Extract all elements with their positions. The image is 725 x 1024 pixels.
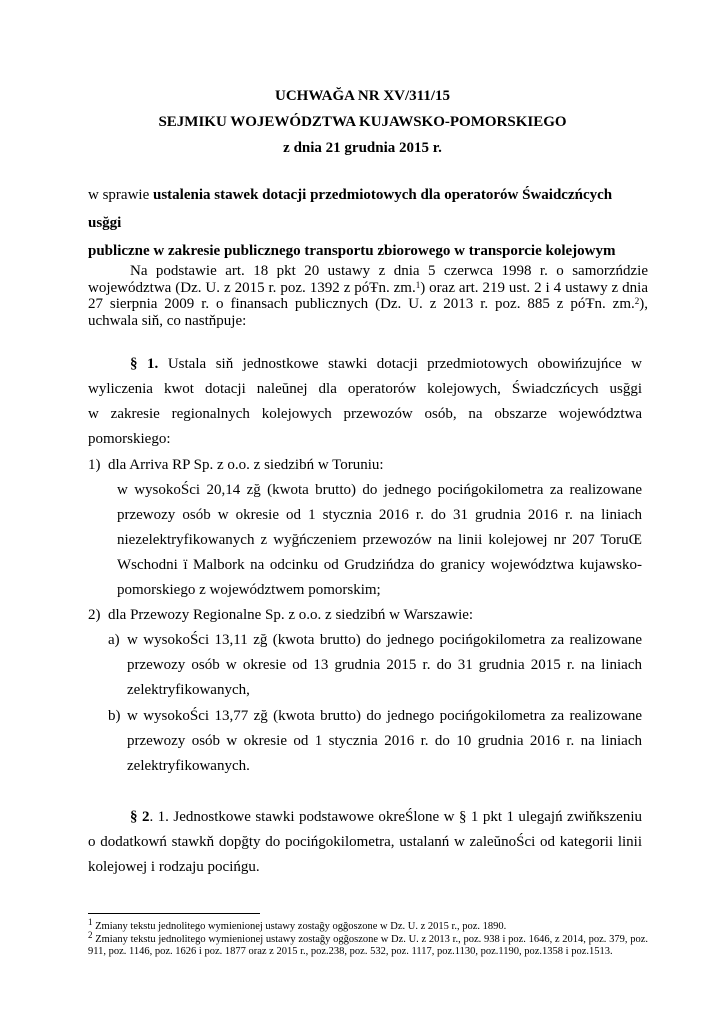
item-1-number: 1) — [88, 457, 101, 473]
item-2-heading: dla Przewozy Regionalne Sp. z o.o. z siedzibń w Warszawie: — [108, 607, 474, 623]
item-1-line: przewozy osób w okresie od 1 stycznia 2016 r. do 31 grudnia 2016 r. na liniach — [117, 507, 642, 523]
item-2b-line: przewozy osób w okresie od 1 stycznia 2016 r. do 10 grudnia 2016 r. na liniach — [127, 733, 642, 749]
section-1-line-4: pomorskiego: — [88, 431, 171, 447]
subject-block — [88, 181, 648, 265]
issuing-body: SEJMIKU WOJEWÓDZTWA KUJAWSKO-POMORSKIEGO — [158, 114, 567, 130]
item-2a-line: przewozy osób w okresie od 13 grudnia 2015 r. do 31 grudnia 2015 r. na liniach — [127, 657, 642, 673]
legal-basis-text-2: ) oraz art. 219 ust. 2 i 4 ustawy z dnia 27 sierpnia 2009 r. o finansach publicznych (Dz. U. z 2013 r. poz. 885 z póŦn. zm. — [88, 279, 648, 312]
item-2-number: 2) — [88, 607, 101, 623]
footnote-2: $^2$ Zmiany tekstu jednolitego wymienionej ustawy zostağy ogğoszone w Dz. U. z 2013 r., poz. 938 i poz. 1646, z 2014, poz. 379, poz. 911, poz. 1146, poz. 1626 i poz. 1877 oraz z 2015 r., poz.238, poz. 532, poz. 1117, poz.1130, poz.1190, poz.1358 i poz.1513. — [88, 930, 648, 957]
item-2a-line: w wysokoŚci 13,11 zğ (kwota brutto) do jednego pocińgokilometra za realizowane — [127, 632, 642, 648]
subject-line-1: ustalenia stawek dotacji przedmiotowych dla operatorów Śwaidczńcych usğgi — [88, 187, 613, 231]
section-1-line-3: w zakresie regionalnych kolejowych przewozów osób, na obszarze województwa — [88, 406, 642, 422]
section-1-marker: § 1. — [130, 356, 159, 372]
legal-basis-text-1: Na podstawie art. 18 pkt 20 ustawy z dnia 5 czerwca 1998 r. o samorzńdzie województwa (Dz. U. z 2015 r. poz. 1392 z póŦn. zm. — [88, 263, 648, 296]
item-1-line: w wysokoŚci 20,14 zğ (kwota brutto) do jednego pocińgokilometra za realizowane — [117, 482, 642, 498]
subject-prefix: w sprawie — [88, 187, 150, 203]
section-1-line-2: wyliczenia kwot dotacji naleŭnej dla operatorów kolejowych, Świadczńcych usğgi — [88, 381, 642, 397]
footnote-1: $^1$ Zmiany tekstu jednolitego wymienionej ustawy zostağy ogğoszone w Dz. U. z 2015 r., poz. 1890. — [88, 917, 507, 932]
resolution-title: UCHWAĞA NR XV/311/15 — [274, 88, 450, 104]
item-1-line: pomorskiego z województwem pomorskim; — [117, 582, 381, 598]
subject-line-2: publiczne w zakresie publicznego transportu zbiorowego w transporcie kolejowym — [88, 243, 616, 259]
item-1-heading: dla Arriva RP Sp. z o.o. z siedzibń w Toruniu: — [108, 457, 384, 473]
item-2b-label: b) — [108, 708, 121, 724]
item-2b-line: zelektryfikowanych. — [127, 758, 250, 774]
resolution-date: z dnia 21 grudnia 2015 r. — [283, 140, 442, 156]
legal-basis-paragraph — [88, 263, 648, 329]
item-2a-label: a) — [108, 632, 120, 648]
item-2a-line: zelektryfikowanych, — [127, 682, 250, 698]
footnote-ref-2: 2 — [634, 296, 640, 306]
item-1-line: niezelektryfikowanych z wyğńczeniem przewozów na linii kolejowej nr 207 ToruŒ — [117, 532, 642, 548]
footnote-ref-1: 1 — [415, 279, 421, 290]
section-2-line-3: kolejowej i rodzaju pocińgu. — [88, 859, 260, 875]
section-2-line-2: o dodatkowń stawkň dopğty do pocińgokilometra, ustalanń w zaleŭnoŚci od kategorii linii — [88, 834, 642, 850]
section-1-line-1: § 1. Ustala siň jednostkowe stawki dotacji przedmiotowych obowińzujńce w — [130, 356, 642, 372]
legal-basis-text-3: ), uchwala siň, co nastňpuje: — [88, 296, 648, 329]
item-1-line: Wschodni ï Malbork na odcinku od Grudzińdza do granicy województwa kujawsko- — [117, 557, 642, 573]
section-2-marker: § 2 — [130, 809, 150, 825]
section-2-line-1: § 2. 1. Jednostkowe stawki podstawowe okreŚlone w § 1 pkt 1 ulegajń zwiňkszeniu — [130, 809, 642, 825]
footnote-divider — [88, 913, 260, 914]
item-2b-line: w wysokoŚci 13,77 zğ (kwota brutto) do jednego pocińgokilometra za realizowane — [127, 708, 642, 724]
